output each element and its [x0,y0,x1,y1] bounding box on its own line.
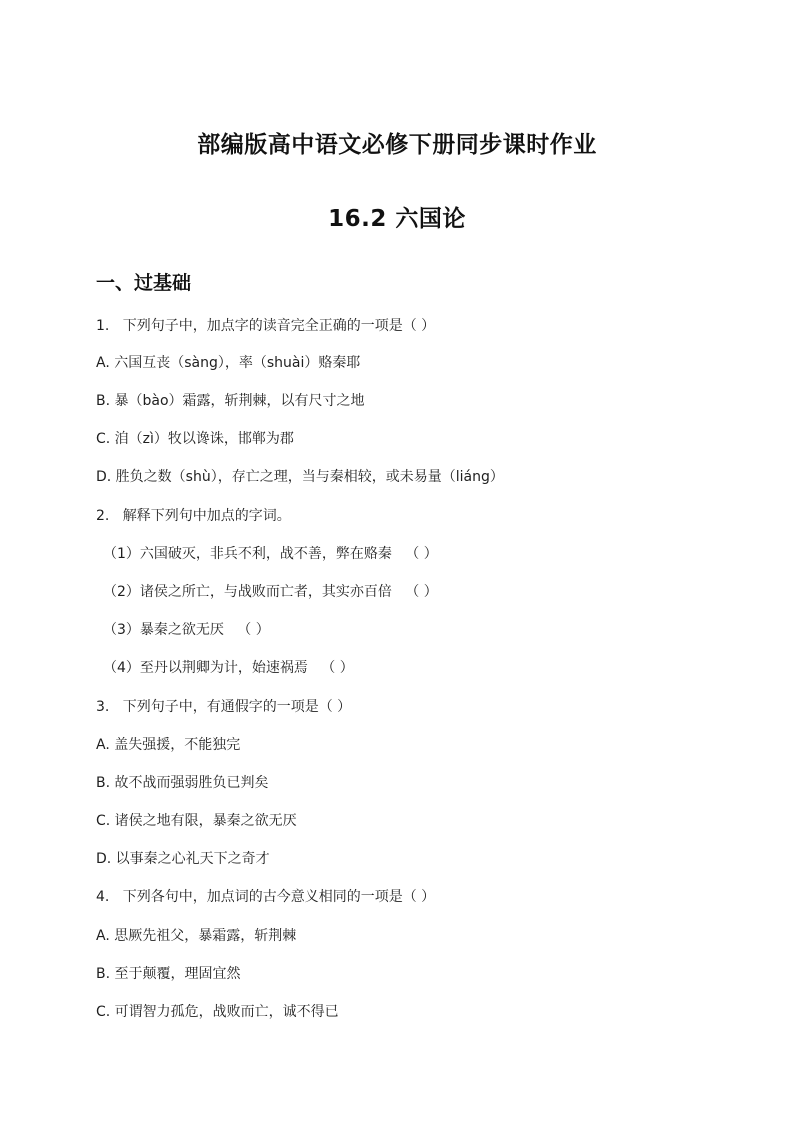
document-title: 部编版高中语文必修下册同步课时作业 [197,132,597,158]
question-2-item-4: （4）至丹以荆卿为计，始速祸焉 （ ） [103,660,354,676]
question-4-option-c: C. 可谓智力孤危，战败而亡，诚不得已 [96,1004,339,1020]
question-3-option-a: A. 盖失强援，不能独完 [96,737,241,753]
question-2-item-2: （2）诸侯之所亡，与战败而亡者，其实亦百倍 （ ） [103,584,438,600]
lesson-title: 16.2 六国论 [328,206,466,232]
question-1-option-a: A. 六国互丧（sàng），率（shuài）赂秦耶 [96,355,361,371]
question-4-option-a: A. 思厥先祖父，暴霜露，斩荆棘 [96,928,297,944]
question-1-option-d: D. 胜负之数（shù），存亡之理，当与秦相较，或未易量（liáng） [96,469,504,485]
section-heading: 一、过基础 [96,272,192,294]
question-2: 2. 解释下列句中加点的字词。 [96,508,291,524]
question-3-option-b: B. 故不战而强弱胜负已判矣 [96,775,269,791]
question-4-option-b: B. 至于颠覆，理固宜然 [96,966,241,982]
question-3-option-d: D. 以事秦之心礼天下之奇才 [96,851,270,867]
question-1: 1. 下列句子中，加点字的读音完全正确的一项是（ ） [96,318,436,334]
question-1-option-c: C. 洎（zì）牧以谗诛，邯郸为郡 [96,431,294,447]
question-2-item-3: （3）暴秦之欲无厌 （ ） [103,622,270,638]
question-3: 3. 下列句子中，有通假字的一项是（ ） [96,699,352,715]
question-4: 4. 下列各句中，加点词的古今意义相同的一项是（ ） [96,889,436,905]
question-2-item-1: （1）六国破灭，非兵不利，战不善，弊在赂秦 （ ） [103,546,438,562]
question-3-option-c: C. 诸侯之地有限，暴秦之欲无厌 [96,813,297,829]
question-1-option-b: B. 暴（bào）霜露，斩荆棘，以有尺寸之地 [96,393,365,409]
